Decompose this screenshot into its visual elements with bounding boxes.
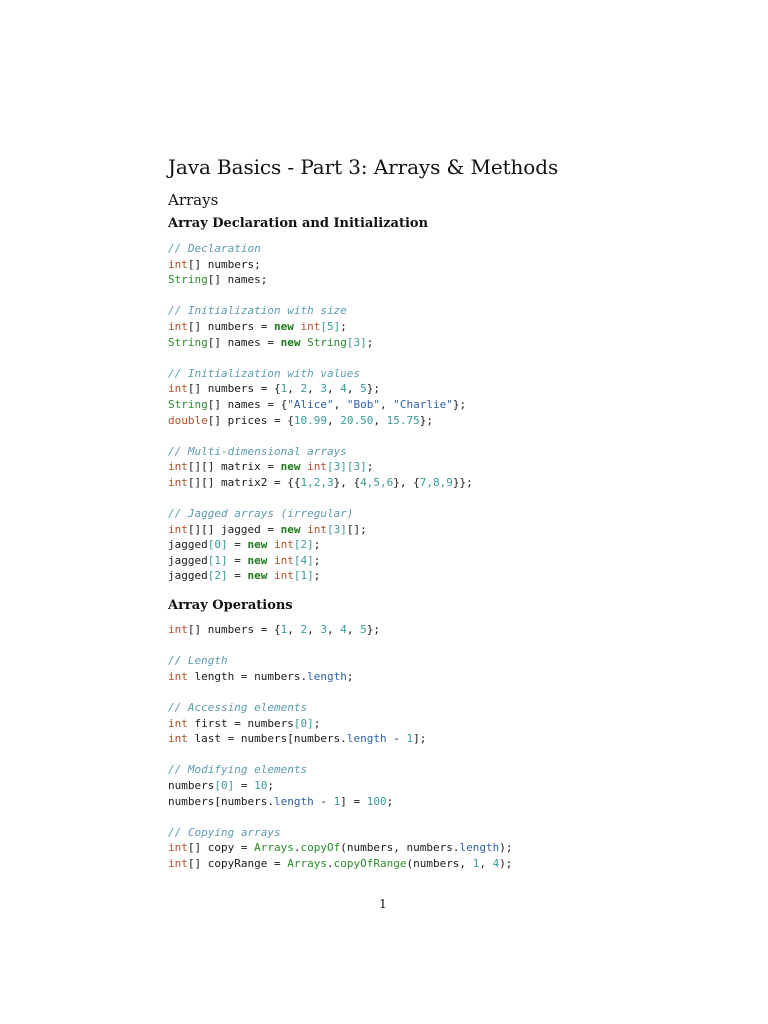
code-token-plain: ] = bbox=[340, 794, 367, 808]
code-token-class: String bbox=[307, 335, 347, 349]
code-token-type: int bbox=[168, 623, 188, 636]
subsection-title-operations: Array Operations bbox=[168, 598, 293, 613]
code-token-comment: // Declaration bbox=[168, 242, 261, 255]
code-token-plain: ; bbox=[313, 569, 321, 583]
code-blank-line bbox=[168, 428, 473, 444]
code-token-type: int bbox=[168, 669, 188, 683]
code-token-num: 5 bbox=[360, 382, 367, 396]
code-token-plain: }; bbox=[366, 623, 380, 636]
code-token-num: 20.50 bbox=[340, 413, 374, 427]
code-token-num: [0] bbox=[214, 778, 235, 792]
code-token-plain: numbers[numbers. bbox=[168, 794, 274, 808]
code-token-plain: last = numbers[numbers. bbox=[187, 732, 347, 746]
code-token-num: [2] bbox=[293, 538, 314, 552]
code-comment-line bbox=[168, 506, 473, 522]
code-token-class: String bbox=[168, 273, 208, 287]
code-token-num: 1 bbox=[280, 382, 288, 396]
code-token-plain: [] names = bbox=[207, 335, 281, 349]
code-line bbox=[168, 731, 512, 747]
code-token-num: 15.75 bbox=[386, 413, 420, 427]
code-comment-line bbox=[168, 366, 473, 382]
code-token-plain: , bbox=[287, 382, 301, 396]
code-line bbox=[168, 794, 512, 810]
code-token-plain: - bbox=[313, 794, 334, 808]
code-token-plain: first = numbers bbox=[187, 716, 294, 730]
code-token-plain: ; bbox=[366, 460, 374, 474]
code-line bbox=[168, 257, 473, 273]
code-blank-line bbox=[168, 491, 473, 507]
code-token-plain: ; bbox=[340, 319, 347, 333]
code-line bbox=[168, 397, 473, 413]
subsection-title-declaration: Array Declaration and Initialization bbox=[168, 216, 429, 231]
code-token-type: int bbox=[168, 257, 188, 271]
code-token-plain: , bbox=[333, 397, 347, 411]
code-token-plain: ; bbox=[267, 778, 274, 792]
code-token-plain: , bbox=[307, 382, 321, 396]
code-token-plain: , bbox=[379, 397, 394, 411]
code-line bbox=[168, 335, 473, 351]
code-token-kw: new bbox=[280, 522, 301, 536]
code-token-plain bbox=[267, 538, 274, 551]
code-token-method: copyOfRange bbox=[333, 856, 407, 870]
code-token-num: 100 bbox=[366, 794, 387, 808]
code-token-comment: // Length bbox=[168, 654, 228, 668]
code-token-plain: ; bbox=[346, 669, 354, 683]
code-token-plain: }}; bbox=[452, 475, 473, 489]
code-token-type: int bbox=[168, 460, 188, 474]
code-token-plain: jagged bbox=[168, 553, 208, 567]
code-comment-line bbox=[168, 762, 512, 778]
code-token-member: length bbox=[273, 794, 314, 808]
code-token-plain: , bbox=[287, 623, 301, 636]
code-token-comment: // Modifying elements bbox=[168, 763, 308, 777]
code-token-method: Arrays bbox=[287, 856, 327, 870]
code-token-type: int bbox=[307, 460, 327, 474]
code-token-plain: }; bbox=[419, 413, 433, 427]
code-token-num: 2 bbox=[300, 382, 308, 396]
code-token-num: 10.99 bbox=[293, 413, 327, 427]
code-token-plain: , bbox=[326, 382, 341, 396]
code-token-plain bbox=[267, 569, 274, 582]
code-token-plain: [] numbers = { bbox=[187, 623, 281, 636]
code-token-member: length bbox=[346, 732, 387, 746]
code-token-plain: }; bbox=[366, 382, 380, 396]
code-line bbox=[168, 856, 512, 872]
code-token-plain: [] copy = bbox=[187, 841, 255, 855]
code-line bbox=[168, 381, 473, 397]
code-token-num: 7,8,9 bbox=[419, 475, 453, 489]
code-token-num: 4 bbox=[340, 623, 347, 636]
code-token-num: 1 bbox=[406, 732, 414, 746]
code-token-str: "Alice" bbox=[287, 397, 334, 411]
code-token-str: "Charlie" bbox=[393, 397, 453, 411]
code-blank-line bbox=[168, 350, 473, 366]
code-token-num: [3] bbox=[346, 335, 367, 349]
code-token-plain: jagged bbox=[168, 538, 208, 552]
code-token-comment: // Accessing elements bbox=[168, 700, 308, 714]
section-title-arrays: Arrays bbox=[168, 191, 219, 209]
code-token-num: 1 bbox=[333, 794, 341, 808]
code-token-plain: = bbox=[227, 569, 248, 583]
code-line bbox=[168, 568, 473, 584]
code-token-type: int bbox=[168, 856, 188, 870]
code-line bbox=[168, 622, 512, 638]
code-token-plain: [] names = { bbox=[207, 397, 288, 411]
code-token-plain: , bbox=[346, 382, 361, 396]
code-token-plain: , bbox=[326, 413, 341, 427]
code-token-class: String bbox=[168, 397, 208, 411]
code-token-plain: [] numbers; bbox=[187, 257, 261, 271]
code-block-operations bbox=[168, 622, 512, 872]
code-token-kw: new bbox=[247, 538, 268, 552]
code-token-type: int bbox=[274, 569, 294, 583]
code-blank-line bbox=[168, 747, 512, 763]
code-token-plain: ; bbox=[313, 538, 321, 552]
code-token-plain: (numbers, numbers. bbox=[340, 841, 460, 855]
code-token-plain: [][] matrix = bbox=[187, 460, 281, 474]
code-token-num: [0] bbox=[293, 716, 314, 730]
code-token-plain: (numbers, bbox=[406, 856, 473, 870]
code-token-num: 4 bbox=[492, 856, 500, 870]
code-token-num: 3 bbox=[320, 382, 327, 396]
code-token-plain: []; bbox=[346, 522, 367, 536]
code-token-plain: }, { bbox=[393, 475, 420, 489]
code-token-type: int bbox=[307, 522, 327, 536]
code-token-plain: [] numbers = { bbox=[187, 382, 281, 396]
code-token-plain: ; bbox=[313, 716, 321, 730]
code-token-num: 4,5,6 bbox=[360, 475, 394, 489]
code-token-type: int bbox=[168, 382, 188, 396]
code-token-plain: length = numbers. bbox=[187, 669, 308, 683]
code-token-class: String bbox=[168, 335, 208, 349]
code-blank-line bbox=[168, 638, 512, 654]
code-comment-line bbox=[168, 653, 512, 669]
code-line bbox=[168, 840, 512, 856]
code-token-num: 10 bbox=[254, 778, 268, 792]
code-token-comment: // Initialization with values bbox=[168, 366, 361, 380]
code-token-plain: - bbox=[386, 732, 407, 746]
code-token-plain: , bbox=[307, 623, 321, 636]
code-token-num: 1 bbox=[280, 623, 288, 636]
code-token-plain: [] prices = { bbox=[207, 413, 294, 427]
code-token-plain: [][] matrix2 = {{ bbox=[187, 475, 301, 489]
code-token-plain: = bbox=[227, 538, 248, 552]
code-token-plain: jagged bbox=[168, 569, 208, 583]
code-token-comment: // Initialization with size bbox=[168, 304, 347, 318]
code-line bbox=[168, 716, 512, 732]
code-token-plain: , bbox=[479, 856, 493, 870]
code-token-plain: = bbox=[227, 553, 248, 567]
code-token-plain: [] numbers = bbox=[187, 319, 274, 333]
code-token-type: int bbox=[300, 319, 321, 333]
code-token-member: length bbox=[307, 669, 347, 683]
code-blank-line bbox=[168, 809, 512, 825]
code-token-kw: new bbox=[280, 335, 301, 349]
code-token-method: Arrays bbox=[254, 841, 294, 855]
code-token-num: [5] bbox=[320, 319, 341, 333]
code-line bbox=[168, 272, 473, 288]
code-token-plain: [] names; bbox=[207, 273, 268, 287]
code-token-kw: new bbox=[273, 319, 294, 333]
code-token-comment: // Copying arrays bbox=[168, 825, 281, 839]
page-number: 1 bbox=[379, 897, 387, 911]
code-token-comment: // Jagged arrays (irregular) bbox=[168, 507, 354, 521]
code-token-num: 3 bbox=[320, 623, 327, 636]
code-token-plain: [] copyRange = bbox=[187, 856, 288, 870]
code-token-comment: // Multi-dimensional arrays bbox=[168, 444, 347, 458]
code-token-plain: ); bbox=[499, 856, 513, 870]
code-token-type: int bbox=[168, 522, 188, 536]
code-line bbox=[168, 459, 473, 475]
code-comment-line bbox=[168, 241, 473, 257]
code-token-num: [1] bbox=[207, 553, 228, 567]
code-token-type: int bbox=[168, 319, 188, 333]
code-line bbox=[168, 537, 473, 553]
code-blank-line bbox=[168, 684, 512, 700]
code-token-plain bbox=[267, 554, 274, 567]
code-comment-line bbox=[168, 303, 473, 319]
code-token-plain: }, { bbox=[333, 475, 361, 489]
code-token-plain: numbers bbox=[168, 778, 215, 792]
code-token-plain: , bbox=[346, 623, 361, 636]
code-token-num: [3] bbox=[326, 522, 347, 536]
code-token-type: int bbox=[168, 841, 188, 855]
code-token-type: int bbox=[168, 475, 188, 489]
document-title: Java Basics - Part 3: Arrays & Methods bbox=[168, 155, 559, 179]
code-token-member: length bbox=[459, 841, 500, 855]
code-token-plain: ]; bbox=[413, 732, 427, 746]
code-line bbox=[168, 522, 473, 538]
code-token-num: 4 bbox=[340, 382, 347, 396]
code-line bbox=[168, 475, 473, 491]
code-token-num: 1,2,3 bbox=[300, 475, 334, 489]
code-token-num: 2 bbox=[300, 623, 308, 636]
code-block-declaration bbox=[168, 241, 473, 584]
code-comment-line bbox=[168, 700, 512, 716]
code-token-type: int bbox=[168, 716, 188, 730]
code-token-num: [1] bbox=[293, 569, 314, 583]
code-token-num: 1 bbox=[472, 856, 480, 870]
code-token-type: int bbox=[274, 553, 294, 567]
code-token-num: [2] bbox=[207, 569, 228, 583]
code-token-plain: = bbox=[234, 778, 255, 792]
code-line bbox=[168, 669, 512, 685]
code-token-kw: new bbox=[247, 569, 268, 583]
document-page bbox=[168, 0, 728, 1024]
code-token-plain: , bbox=[373, 413, 387, 427]
code-token-plain: . bbox=[293, 841, 301, 855]
code-token-type: double bbox=[168, 413, 208, 427]
code-token-num: [0] bbox=[207, 538, 228, 552]
code-comment-line bbox=[168, 444, 473, 460]
code-token-num: 5 bbox=[360, 623, 367, 636]
code-token-type: int bbox=[274, 538, 294, 552]
code-token-str: "Bob" bbox=[346, 397, 380, 411]
code-token-plain: ; bbox=[313, 553, 321, 567]
code-line bbox=[168, 319, 473, 335]
code-token-plain: ; bbox=[366, 335, 374, 349]
code-token-kw: new bbox=[280, 460, 301, 474]
code-token-plain: ; bbox=[386, 794, 394, 808]
code-blank-line bbox=[168, 288, 473, 304]
code-token-num: [4] bbox=[293, 553, 314, 567]
code-line bbox=[168, 553, 473, 569]
code-token-method: copyOf bbox=[300, 841, 341, 855]
code-token-plain: , bbox=[326, 623, 341, 636]
code-token-plain: ); bbox=[499, 841, 513, 855]
code-line bbox=[168, 413, 473, 429]
code-comment-line bbox=[168, 825, 512, 841]
code-token-kw: new bbox=[247, 553, 268, 567]
code-token-plain: }; bbox=[452, 397, 467, 411]
code-token-num: [3][3] bbox=[326, 460, 367, 474]
code-line bbox=[168, 778, 512, 794]
code-token-type: int bbox=[168, 732, 188, 746]
code-token-plain: . bbox=[326, 856, 334, 870]
code-token-plain: [][] jagged = bbox=[187, 522, 281, 536]
